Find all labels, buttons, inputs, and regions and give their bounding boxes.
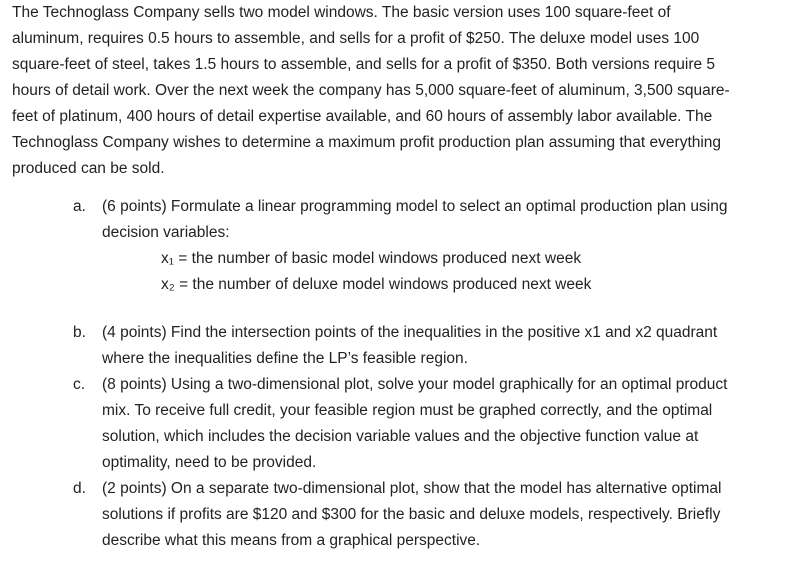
variable-definition-x1: x₁ = the number of basic model windows produced next week [161, 250, 582, 267]
part-line: solutions if profits are $120 and $300 for the basic and deluxe models, respectively. Briefly [102, 506, 721, 523]
part-line: decision variables: [102, 224, 230, 241]
intro-line: square-feet of steel, takes 1.5 hours to assemble, and sells for a profit of $350. Both versions require 5 [12, 56, 716, 73]
decision-variables [161, 246, 721, 298]
intro-line: hours of detail work. Over the next week the company has 5,000 square-feet of aluminum, 3,500 square- [12, 82, 730, 99]
part-line: (2 points) On a separate two-dimensional plot, show that the model has alternative optimal [102, 480, 722, 497]
part-marker: a. [73, 198, 86, 215]
part-text [102, 476, 782, 554]
variable-definition-x2: x₂ = the number of deluxe model windows produced next week [161, 276, 592, 293]
intro-line: The Technoglass Company sells two model windows. The basic version uses 100 square-feet of [12, 4, 671, 21]
problem-intro [12, 0, 787, 182]
part-line: solution, which includes the decision variable values and the objective function value at [102, 428, 699, 445]
intro-line: Technoglass Company wishes to determine a maximum profit production plan assuming that everything [12, 134, 722, 151]
part-text [102, 372, 782, 476]
intro-line: produced can be sold. [12, 160, 165, 177]
part-line: describe what this means from a graphical perspective. [102, 532, 481, 549]
part-marker: c. [73, 376, 86, 393]
part-line: (6 points) Formulate a linear programming model to select an optimal production plan using [102, 198, 728, 215]
part-line: (8 points) Using a two-dimensional plot, solve your model graphically for an optimal product [102, 376, 728, 393]
part-marker: d. [73, 480, 86, 497]
part-line: mix. To receive full credit, your feasible region must be graphed correctly, and the optimal [102, 402, 713, 419]
intro-line: aluminum, requires 0.5 hours to assemble, and sells for a profit of $250. The deluxe model uses 100 [12, 30, 700, 47]
part-text [102, 194, 782, 246]
part-line: (4 points) Find the intersection points of the inequalities in the positive x1 and x2 quadrant [102, 324, 718, 341]
part-marker: b. [73, 324, 86, 341]
part-line: where the inequalities define the LP’s feasible region. [102, 350, 468, 367]
part-line: optimality, need to be provided. [102, 454, 317, 471]
intro-line: feet of platinum, 400 hours of detail expertise available, and 60 hours of assembly labor available. The [12, 108, 713, 125]
part-text [102, 320, 782, 372]
